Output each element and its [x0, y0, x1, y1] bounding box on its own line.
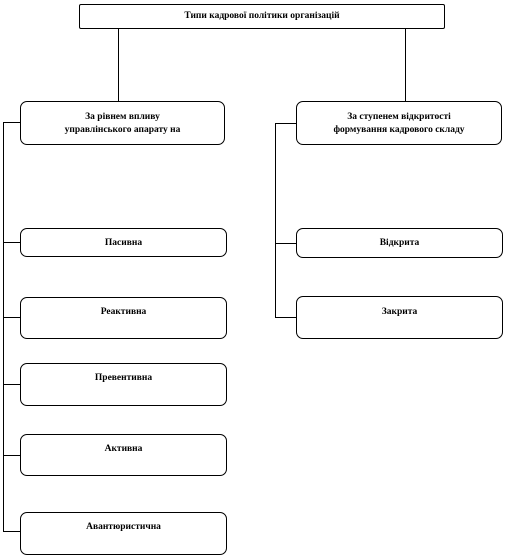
left-link-5 — [3, 531, 20, 532]
left-spine — [3, 122, 4, 532]
leaf-right-2-label: Закрита — [381, 307, 418, 317]
leaf-node-left-2 — [20, 297, 227, 339]
leaf-left-2-label: Реактивна — [100, 307, 147, 317]
leaf-left-5-label: Авантюристична — [86, 522, 161, 532]
leaf-node-right-1 — [296, 228, 503, 258]
left-link-4 — [3, 455, 20, 456]
root-node — [79, 4, 445, 29]
leaf-node-left-1 — [20, 228, 227, 257]
category-left-label-line2: управлінського апарату на — [64, 125, 181, 135]
left-link-2 — [3, 317, 20, 318]
connector-root-left — [118, 29, 119, 101]
right-link-2 — [275, 317, 296, 318]
category-node-right — [296, 101, 502, 145]
right-spine-top — [275, 123, 296, 124]
category-right-label-line2: формування кадрового складу — [333, 125, 465, 135]
leaf-node-right-2 — [296, 296, 503, 339]
connector-root-right — [405, 29, 406, 101]
left-spine-top — [3, 122, 20, 123]
right-link-1 — [275, 243, 296, 244]
left-link-1 — [3, 242, 20, 243]
root-node-label: Типи кадрової політики організацій — [184, 11, 340, 21]
leaf-left-3-label: Превентивна — [94, 373, 153, 383]
leaf-node-left-4 — [20, 434, 227, 476]
leaf-right-1-label: Відкрита — [379, 238, 420, 248]
category-node-left — [20, 101, 225, 145]
leaf-left-4-label: Активна — [104, 444, 143, 454]
leaf-node-left-5 — [20, 512, 227, 555]
left-link-3 — [3, 384, 20, 385]
right-spine — [275, 123, 276, 317]
category-right-label-line1: За ступенем відкритості — [347, 112, 451, 122]
category-left-label-line1: За рівнем впливу — [85, 112, 160, 122]
leaf-node-left-3 — [20, 363, 227, 406]
leaf-left-1-label: Пасивна — [104, 238, 143, 248]
